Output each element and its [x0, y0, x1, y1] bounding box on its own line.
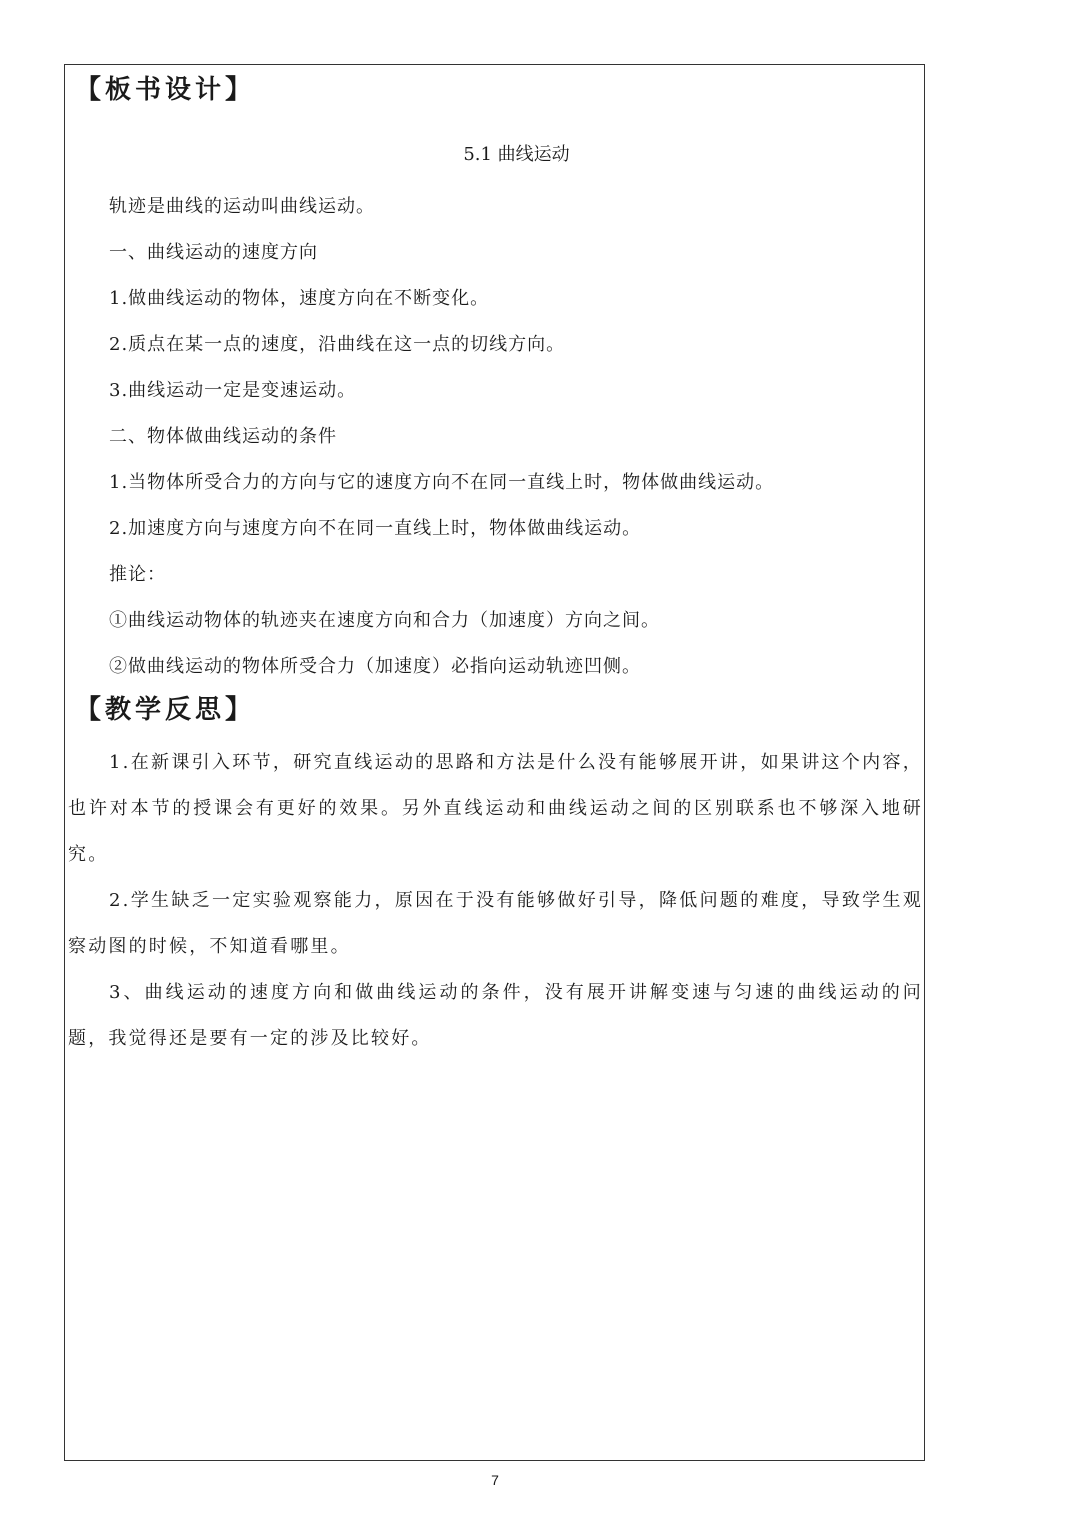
board-line: 推论：: [109, 564, 166, 585]
board-line: 2.加速度方向与速度方向不在同一直线上时，物体做曲线运动。: [109, 518, 642, 539]
reflection-content: [68, 740, 923, 1062]
board-design-heading: 【板书设计】: [75, 75, 256, 105]
page-number: 7: [491, 1472, 499, 1488]
reflection-paragraph: 3、曲线运动的速度方向和做曲线运动的条件，没有展开讲解变速与匀速的曲线运动的问题，我觉得还是要有一定的涉及比较好。: [68, 982, 923, 1049]
board-line: 2.质点在某一点的速度，沿曲线在这一点的切线方向。: [109, 334, 566, 355]
board-line: 3.曲线运动一定是变速运动。: [109, 380, 357, 401]
board-line: 一、曲线运动的速度方向: [109, 242, 318, 263]
board-line: 1.做曲线运动的物体，速度方向在不断变化。: [109, 288, 490, 309]
board-line: ②做曲线运动的物体所受合力（加速度）必指向运动轨迹凹侧。: [109, 656, 641, 677]
board-line: 二、物体做曲线运动的条件: [109, 426, 337, 447]
board-title: 5.1 曲线运动: [463, 144, 570, 165]
board-content: [109, 184, 909, 690]
page-frame: [64, 64, 925, 1461]
board-line: 1.当物体所受合力的方向与它的速度方向不在同一直线上时，物体做曲线运动。: [109, 472, 775, 493]
board-line: ①曲线运动物体的轨迹夹在速度方向和合力（加速度）方向之间。: [109, 610, 660, 631]
reflection-paragraph: 1.在新课引入环节，研究直线运动的思路和方法是什么没有能够展开讲，如果讲这个内容，也许对本节的授课会有更好的效果。另外直线运动和曲线运动之间的区别联系也不够深入地研究。: [68, 752, 923, 865]
teaching-reflection-heading: 【教学反思】: [75, 695, 256, 725]
reflection-paragraph: 2.学生缺乏一定实验观察能力，原因在于没有能够做好引导，降低问题的难度，导致学生观察动图的时候，不知道看哪里。: [68, 890, 923, 957]
board-line: 轨迹是曲线的运动叫曲线运动。: [109, 196, 375, 217]
